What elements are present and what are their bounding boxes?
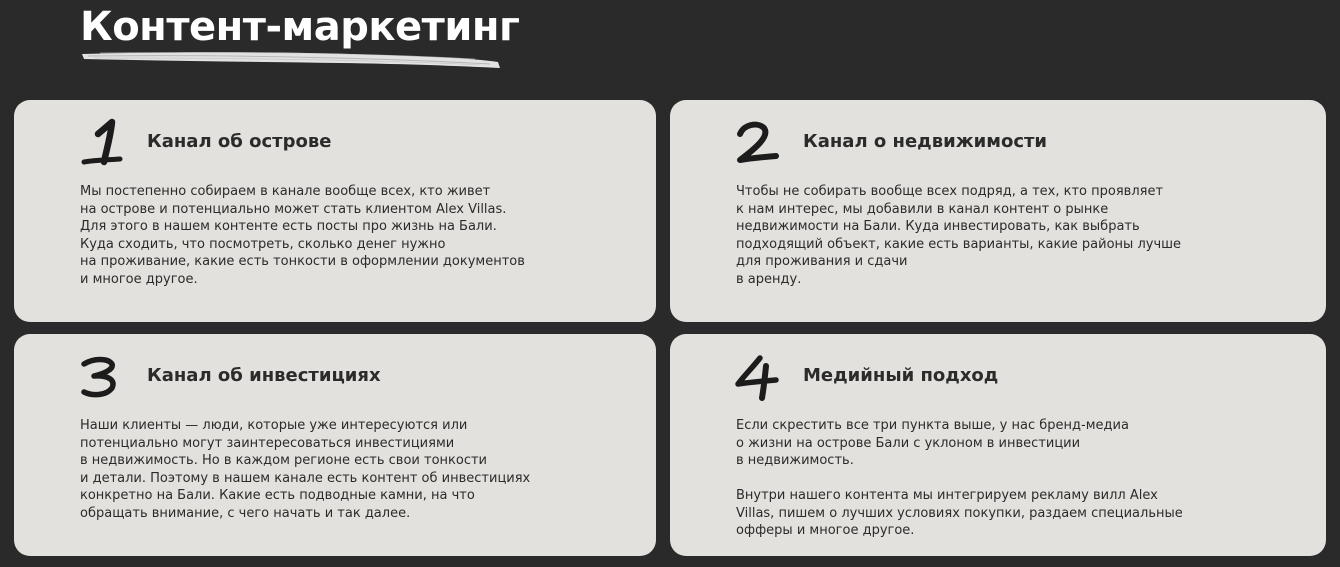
card-line: в недвижимость. [736,453,854,468]
card-line: на острове и потенциально может стать клиентом Alex Villas. [80,201,507,217]
card-line: потенциально могут заинтересоваться инвестициями [80,435,455,451]
card-body [736,183,1206,288]
number-4-icon [734,352,780,402]
card-body [80,183,560,288]
card-line: на проживание, какие есть тонкости в оформлении документов [80,254,525,269]
page-header [80,0,520,80]
page-title: Контент-маркетинг [80,4,520,50]
card-line: Наши клиенты — люди, которые уже интересуются или [80,418,468,433]
card-title: Канал о недвижимости [803,131,1048,152]
card-line: к нам интерес, мы добавили в канал контент о рынке [736,201,1109,217]
paragraph-gap [736,470,1206,488]
card-line: Внутри нашего контента мы интегрируем рекламу вилл Alex [736,488,1158,503]
card-line: Если скрестить все три пункта выше, у нас бренд-медиа [736,418,1129,433]
card-line: Куда сходить, что посмотреть, сколько денег нужно [80,236,446,252]
card-line: офферы и многое другое. [736,523,915,538]
card-body [80,417,560,522]
number-1-icon [78,118,124,168]
card-line: подходящий объект, какие есть варианты, какие районы лучше [736,236,1182,252]
card-body [736,417,1206,540]
number-3-icon [78,352,124,402]
card-investment-channel [14,334,656,556]
card-title: Медийный подход [803,365,999,386]
card-line: в аренду. [736,271,802,287]
card-title: Канал об инвестициях [147,365,381,386]
card-line: для проживания и сдачи [736,254,908,269]
card-island-channel [14,100,656,322]
card-realestate-channel [670,100,1326,322]
card-line: конкретно на Бали. Какие есть подводные камни, на что [80,488,475,503]
card-line: Для этого в нашем контенте есть посты про жизнь на Бали. [80,219,497,234]
card-line: Мы постепенно собираем в канале вообще всех, кто живет [80,184,491,199]
card-line: обращать внимание, с чего начать и так далее. [80,505,411,521]
card-line: Villas, пишем о лучших условиях покупки, раздаем специальные [736,505,1183,521]
card-line: о жизни на острове Бали с уклоном в инвестиции [736,435,1081,451]
card-media-approach [670,334,1326,556]
number-2-icon [734,118,780,168]
card-line: Чтобы не собирать вообще всех подряд, а тех, кто проявляет [736,184,1164,199]
card-line: в недвижимость. Но в каждом регионе есть свои тонкости [80,453,487,468]
card-line: и многое другое. [80,271,198,287]
card-line: недвижимости на Бали. Куда инвестировать, как выбрать [736,219,1140,234]
brush-underline [80,46,502,74]
card-line: и детали. Поэтому в нашем канале есть контент об инвестициях [80,470,531,486]
card-title: Канал об острове [147,131,332,152]
